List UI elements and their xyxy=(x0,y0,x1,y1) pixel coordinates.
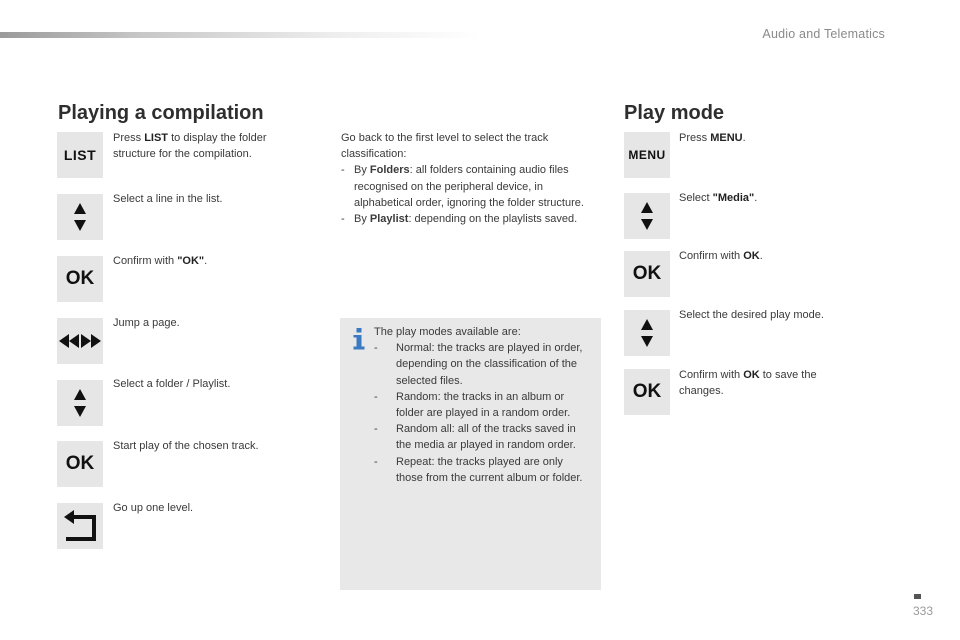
ok-button-label: OK xyxy=(65,453,95,474)
info-icon xyxy=(352,328,366,350)
step-text: Select the desired play mode. xyxy=(679,309,824,321)
up-down-button[interactable] xyxy=(57,194,103,240)
step-text: Select a folder / Playlist. xyxy=(113,378,231,390)
up-down-arrows-icon xyxy=(641,202,653,230)
list-item: - Random all: all of the tracks saved in the media ar played in random order. xyxy=(374,423,576,452)
list-item: - By Folders: all folders containing audio files recognised on the peripheral device, in alphabetical order, ignoring the folder structure. xyxy=(341,164,584,209)
page-marker xyxy=(914,594,921,599)
back-arrow-icon xyxy=(62,509,98,543)
header-title: Audio and Telematics xyxy=(762,27,885,41)
ok-button[interactable] xyxy=(57,441,103,487)
ok-button-label: OK xyxy=(65,268,95,289)
up-down-arrows-icon xyxy=(74,389,86,417)
back-button[interactable] xyxy=(57,503,103,549)
ok-button-label: OK xyxy=(632,263,662,284)
up-down-button[interactable] xyxy=(624,193,670,239)
list-button-label: LIST xyxy=(63,147,97,163)
info-intro: The play modes available are: xyxy=(374,326,521,338)
ok-button-label: OK xyxy=(632,381,662,402)
section-title-playing-compilation: Playing a compilation xyxy=(58,102,264,124)
section-title-play-mode: Play mode xyxy=(624,102,725,124)
list-button[interactable] xyxy=(57,132,103,178)
info-box xyxy=(340,318,601,590)
step-text: Start play of the chosen track. xyxy=(113,440,259,452)
list-item: - By Playlist: depending on the playlists saved. xyxy=(341,213,578,226)
step-text: Press LIST to display the folder structure for the compilation. xyxy=(113,132,267,160)
step-text: Select "Media". xyxy=(679,192,758,204)
ok-button[interactable] xyxy=(624,251,670,297)
ok-button[interactable] xyxy=(57,256,103,302)
step-text: Confirm with "OK". xyxy=(113,255,208,267)
up-down-arrows-icon xyxy=(74,203,86,231)
description-intro: Go back to the first level to select the track classification: xyxy=(341,132,549,161)
ok-button[interactable] xyxy=(624,369,670,415)
page-number: 333 xyxy=(913,604,934,618)
up-down-button[interactable] xyxy=(624,310,670,356)
up-down-arrows-icon xyxy=(641,319,653,347)
info-text xyxy=(374,324,588,486)
step-text: Select a line in the list. xyxy=(113,193,223,205)
step-text: Go up one level. xyxy=(113,502,194,514)
menu-button-label: MENU xyxy=(628,148,666,162)
menu-button[interactable] xyxy=(624,132,670,178)
step-text: Confirm with OK. xyxy=(679,250,763,262)
step-text: Jump a page. xyxy=(113,317,180,329)
step-text: Confirm with OK to save the changes. xyxy=(679,369,817,397)
classification-description xyxy=(341,130,597,227)
up-down-button[interactable] xyxy=(57,380,103,426)
rewind-forward-icon xyxy=(59,334,101,348)
rewind-forward-button[interactable] xyxy=(57,318,103,364)
header-rule xyxy=(0,32,480,38)
step-text: Press MENU. xyxy=(679,132,746,144)
list-item: - Repeat: the tracks played are only those from the current album or folder. xyxy=(374,455,583,484)
list-item: - Normal: the tracks are played in order, depending on the classification of the selected files. xyxy=(374,342,583,387)
list-item: - Random: the tracks in an album or folder are played in a random order. xyxy=(374,390,571,420)
